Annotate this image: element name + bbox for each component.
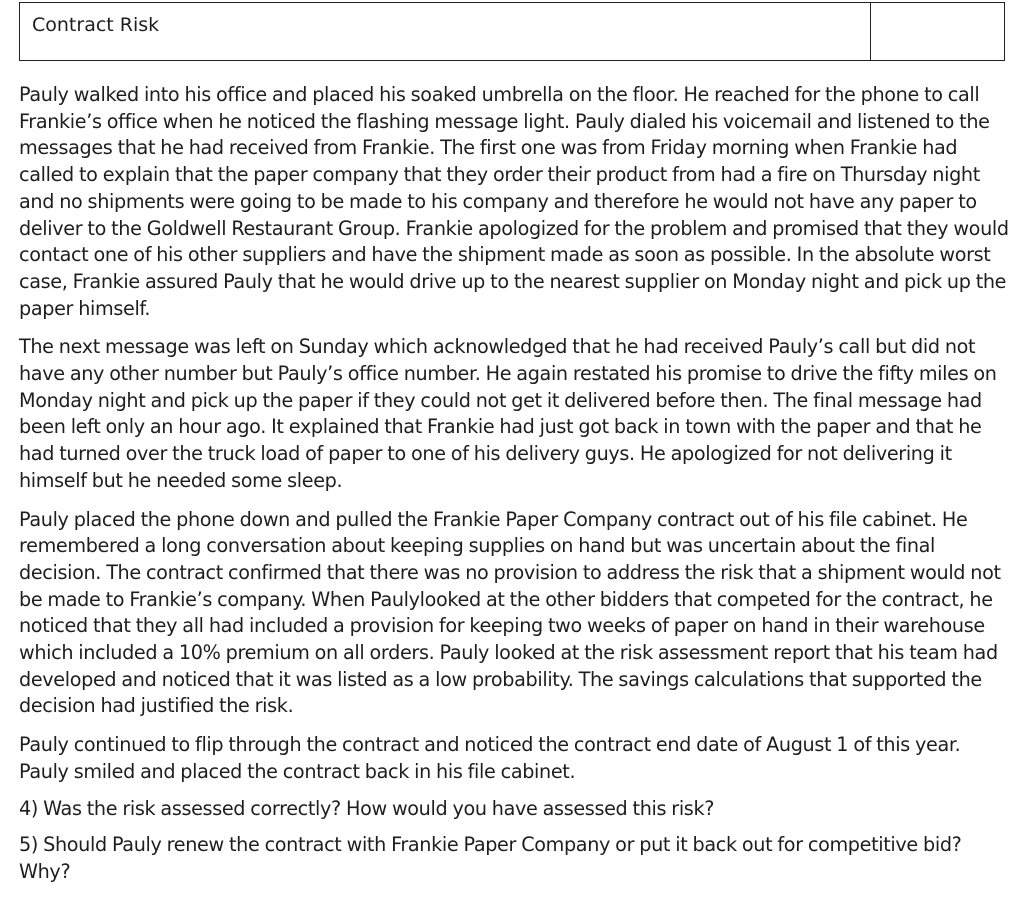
header-table (19, 2, 1005, 61)
paragraph-next-message: The next message was left on Sunday which acknowledged that he had received Pauly’s call but did not have any other number but Pauly’s office number. He again restated his promise to drive the fifty miles on Monday night and pick up the paper if they could not get it delivered before then. The final message had been left only an hour ago. It explained that Frankie had just got back in town with the paper and that he had turned over the truck load of paper to one of his delivery guys. He apologized for not delivering it himself but he needed some sleep. (19, 335, 997, 492)
document-title: Contract Risk (20, 3, 871, 60)
question-5: 5) Should Pauly renew the contract with Frankie Paper Company or put it back out for competitive bid? Why? (19, 833, 962, 883)
paragraph-contract-end: Pauly continued to flip through the contract and noticed the contract end date of August 1 of this year. Pauly smiled and placed the contract back in his file cabinet. (19, 733, 961, 783)
paragraph-contract-review: Pauly placed the phone down and pulled the Frankie Paper Company contract out of his file cabinet. He remembered a long conversation about keeping supplies on hand but was uncertain about the final decision. The contract confirmed that there was no provision to address the risk that a shipment would not be made to Frankie’s company. When Paulylooked at the other bidders that competed for the contract, he noticed that they all had included a provision for keeping two weeks of paper on hand in their warehouse which included a 10% premium on all orders. Pauly looked at the risk assessment report that his team had developed and noticed that it was listed as a low probability. The savings calculations that supported the decision had justified the risk. (19, 507, 1001, 718)
question-4: 4) Was the risk assessed correctly? How would you have assessed this risk? (19, 796, 715, 820)
header-side-cell (871, 3, 1004, 60)
paragraph-voicemail: Pauly walked into his office and placed his soaked umbrella on the floor. He reached for the phone to call Frankie’s office when he noticed the flashing message light. Pauly dialed his voicemail and listened to the messages that he had received from Frankie. The first one was from Friday morning when Frankie had called to explain that the paper company that they order their product from had a fire on Thursday night and no shipments were going to be made to his company and therefore he would not have any paper to deliver to the Goldwell Restaurant Group. Frankie apologized for the problem and promised that they would contact one of his other suppliers and have the shipment made as soon as possible. In the absolute worst case, Frankie assured Pauly that he would drive up to the nearest supplier on Monday night and pick up the paper himself. (19, 83, 1009, 320)
document-body (19, 82, 1009, 898)
